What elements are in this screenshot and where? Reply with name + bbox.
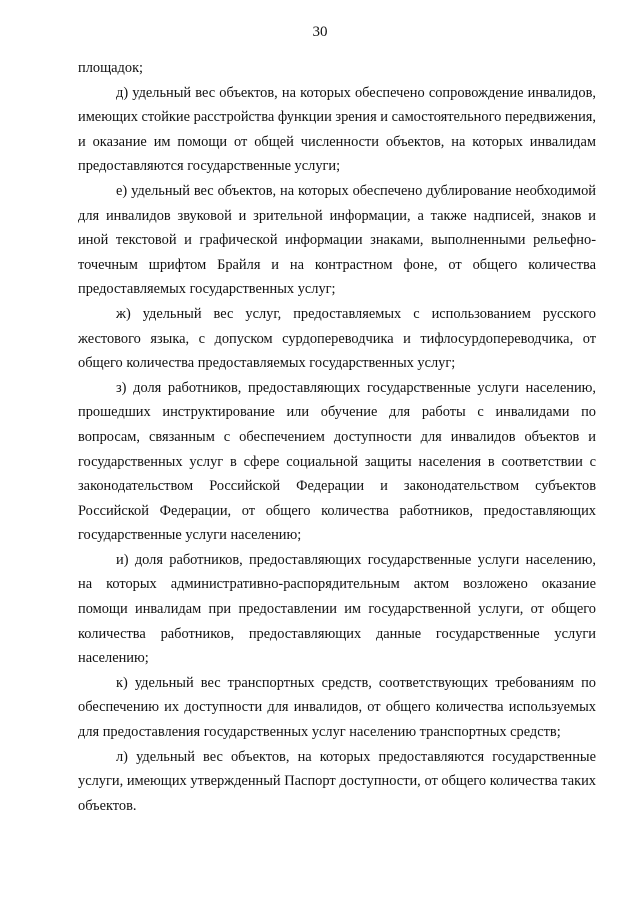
- paragraph-item-i: и) доля работников, предоставляющих государственные услуги населению, на которых административно-распорядительным актом возложено оказание помощи инвалидам при предоставлении им государственной услуги, от общего количества работников, предоставляющих данные государственные услуги населению;: [78, 551, 596, 667]
- page-number: 30: [312, 24, 328, 40]
- paragraph-item-zh: ж) удельный вес услуг, предоставляемых с использованием русского жестового языка, с допуском сурдопереводчика и тифлосурдопереводчика, от общего количества предоставляемых государственных услуг;: [78, 305, 596, 372]
- paragraph-item-l: л) удельный вес объектов, на которых предоставляются государственные услуги, имеющих утвержденный Паспорт доступности, от общего количества таких объектов.: [78, 748, 596, 814]
- paragraph-item-k: к) удельный вес транспортных средств, соответствующих требованиям по обеспечению их доступности для инвалидов, от общего количества используемых для предоставления государственных услуг населению транспортных средств;: [78, 674, 596, 741]
- paragraph-item-e: е) удельный вес объектов, на которых обеспечено дублирование необходимой для инвалидов звуковой и зрительной информации, а также надписей, знаков и иной текстовой и графической информации знаками, выполненными рельефно-точечным шрифтом Брайля и на контрастном фоне, от общего количества предоставляемых государственных услуг;: [78, 182, 596, 298]
- paragraph-item-d: д) удельный вес объектов, на которых обеспечено сопровождение инвалидов, имеющих стойкие расстройства функции зрения и самостоятельного передвижения, и оказание им помощи от общей численности объектов, на которых инвалидам предоставляются государственные услуги;: [78, 84, 596, 175]
- document-body: [78, 56, 596, 818]
- paragraph-continuation: площадок;: [78, 60, 144, 76]
- paragraph-item-z: з) доля работников, предоставляющих государственные услуги населению, прошедших инструктирование или обучение для работы с инвалидами по вопросам, связанным с обеспечением доступности для инвалидов объектов и государственных услуг в сфере социальной защиты населения в соответствии с законодательством Российской Федерации и законодательством субъектов Российской Федерации, от общего количества работников, предоставляющих государственные услуги населению;: [78, 379, 596, 544]
